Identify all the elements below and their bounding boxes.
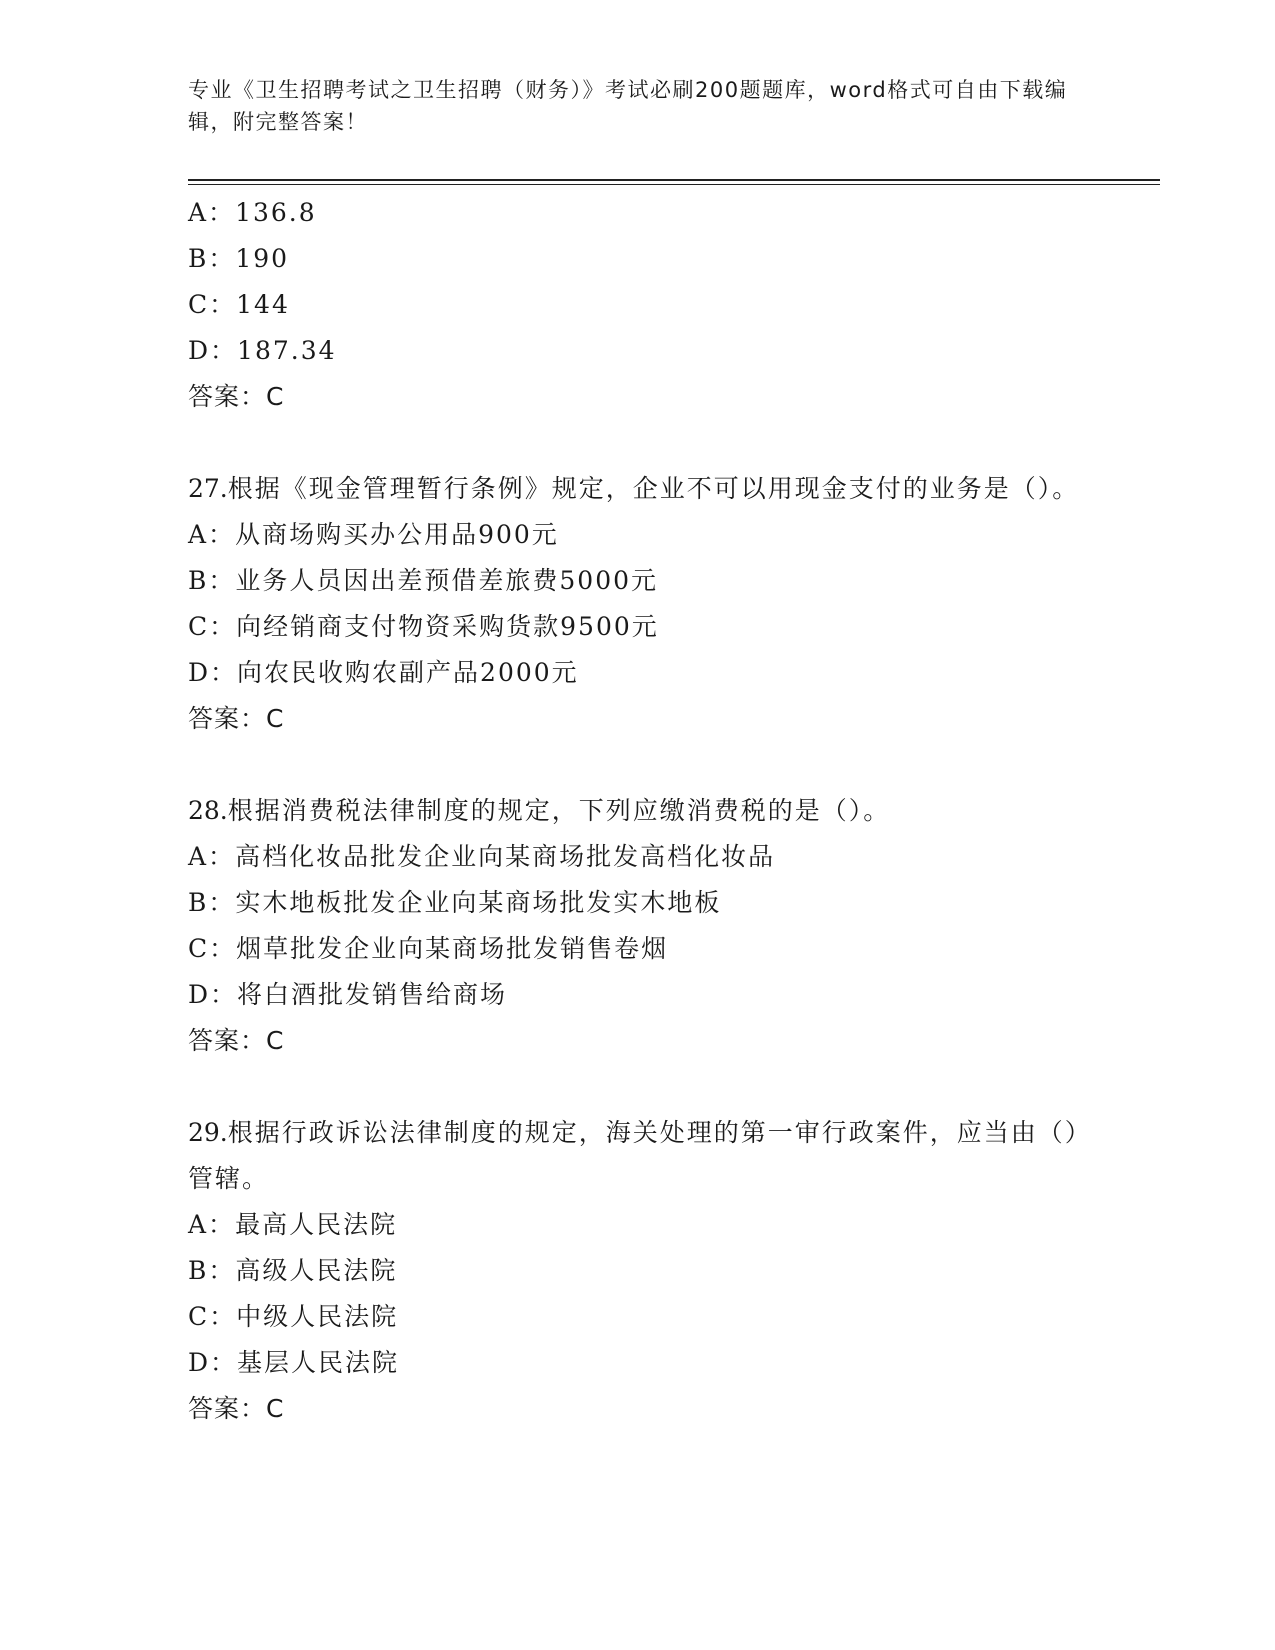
option-letter: C： <box>188 290 237 319</box>
question-list <box>188 190 1088 1432</box>
option-b <box>188 236 1088 282</box>
option-text: 136.8 <box>235 198 317 227</box>
option-text: 高级人民法院 <box>235 1256 398 1285</box>
option-letter: A： <box>188 842 236 871</box>
option-d <box>188 650 1088 696</box>
option-d <box>188 972 1088 1018</box>
option-text: 业务人员因出差预借差旅费5000元 <box>235 566 658 595</box>
option-c <box>188 604 1088 650</box>
option-letter: A： <box>188 1210 236 1239</box>
answer-line: 答案：C <box>188 704 285 733</box>
option-text: 烟草批发企业向某商场批发销售卷烟 <box>236 934 669 963</box>
option-b <box>188 880 1088 926</box>
option-letter: A： <box>188 198 236 227</box>
option-letter: B： <box>188 888 236 917</box>
option-letter: B： <box>188 1256 236 1285</box>
question-block-28 <box>188 788 1088 1064</box>
option-b <box>188 558 1088 604</box>
option-letter: C： <box>188 934 237 963</box>
option-letter: D： <box>188 658 238 687</box>
option-text: 实木地板批发企业向某商场批发实木地板 <box>235 888 722 917</box>
option-text: 最高人民法院 <box>235 1210 398 1239</box>
option-a <box>188 190 1088 236</box>
option-text: 将白酒批发销售给商场 <box>237 980 508 1009</box>
document-header: 专业《卫生招聘考试之卫生招聘（财务）》考试必刷200题题库，word格式可自由下载编辑，附完整答案！ <box>188 78 1068 134</box>
question-stem <box>188 788 1088 834</box>
option-d <box>188 1340 1088 1386</box>
answer-line: 答案：C <box>188 1026 285 1055</box>
option-letter: D： <box>188 1348 238 1377</box>
question-text: 根据行政诉讼法律制度的规定，海关处理的第一审行政案件，应当由（）管辖。 <box>188 1118 1080 1193</box>
option-text: 144 <box>236 290 290 319</box>
question-number: 27. <box>188 474 228 503</box>
option-a <box>188 512 1088 558</box>
option-text: 190 <box>235 244 290 273</box>
answer-line: 答案：C <box>188 382 285 411</box>
option-text: 向农民收购农副产品2000元 <box>237 658 579 687</box>
option-a <box>188 834 1088 880</box>
option-b <box>188 1248 1088 1294</box>
question-block-29 <box>188 1110 1088 1432</box>
question-block-27 <box>188 466 1088 742</box>
option-letter: D： <box>188 336 238 365</box>
header-rule-thick <box>188 179 1160 181</box>
question-number: 29. <box>188 1118 228 1147</box>
option-letter: C： <box>188 1302 237 1331</box>
option-c <box>188 926 1088 972</box>
question-stem <box>188 1110 1088 1202</box>
option-text: 187.34 <box>237 336 337 365</box>
question-stem <box>188 466 1088 512</box>
question-text: 根据消费税法律制度的规定，下列应缴消费税的是（）。 <box>227 796 891 825</box>
option-letter: A： <box>188 520 236 549</box>
option-c <box>188 282 1088 328</box>
option-letter: C： <box>188 612 237 641</box>
option-text: 向经销商支付物资采购货款9500元 <box>236 612 659 641</box>
prev-question-block <box>188 190 1088 420</box>
option-text: 基层人民法院 <box>237 1348 400 1377</box>
option-letter: B： <box>188 244 236 273</box>
option-text: 中级人民法院 <box>236 1302 399 1331</box>
header-rule-thin <box>188 184 1160 185</box>
option-a <box>188 1202 1088 1248</box>
option-letter: B： <box>188 566 236 595</box>
option-letter: D： <box>188 980 238 1009</box>
option-text: 高档化妆品批发企业向某商场批发高档化妆品 <box>235 842 776 871</box>
option-d <box>188 328 1088 374</box>
option-text: 从商场购买办公用品900元 <box>235 520 559 549</box>
answer-line: 答案：C <box>188 1394 285 1423</box>
question-text: 根据《现金管理暂行条例》规定，企业不可以用现金支付的业务是（）。 <box>227 474 1080 503</box>
question-number: 28. <box>188 796 228 825</box>
option-c <box>188 1294 1088 1340</box>
